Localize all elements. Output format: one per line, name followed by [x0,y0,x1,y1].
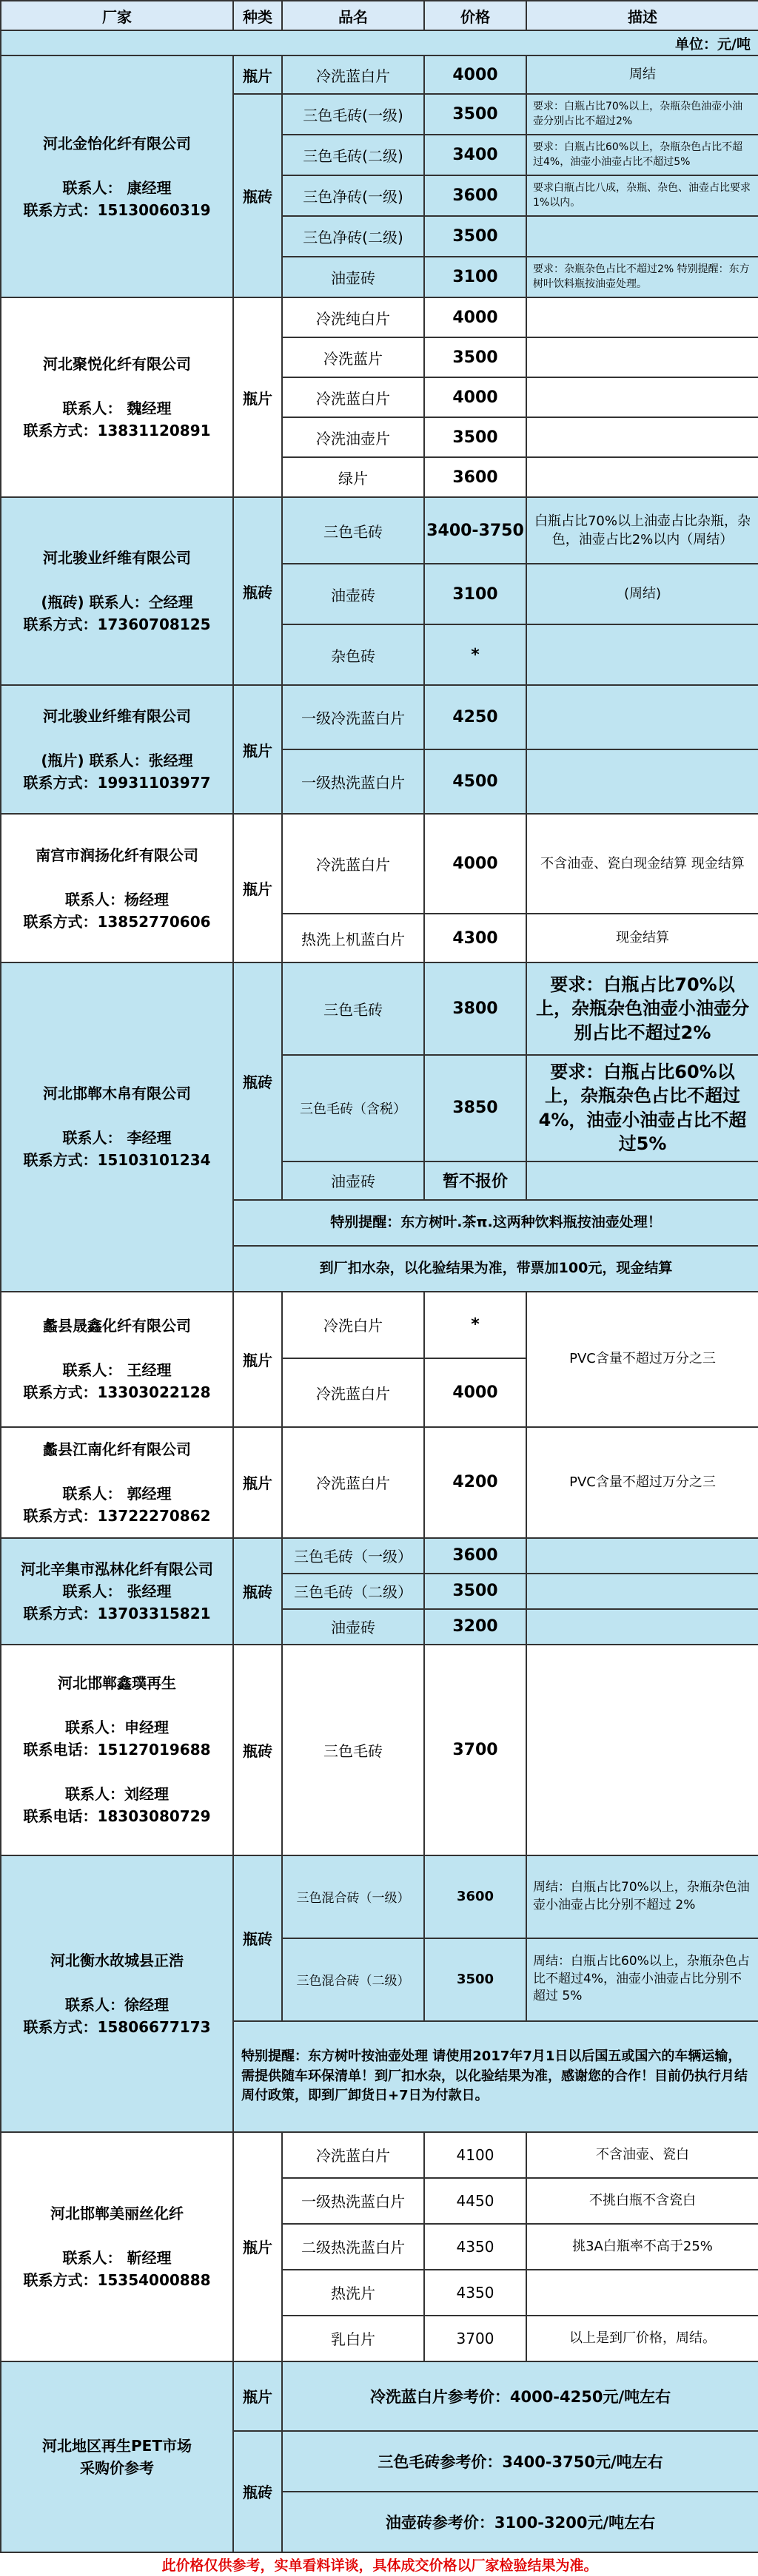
price-value: 4300 [424,914,526,962]
product-name: 三色混合砖（一级） [282,1855,424,1938]
description: 要求：白瓶占比70%以上，杂瓶杂色油壶小油壶分别占比不超过2% [526,962,758,1055]
factory-name: 河北聚悦化纤有限公司 [43,355,191,373]
table-row [1,497,758,564]
reference-price: 三色毛砖参考价：3400-3750元/吨左右 [282,2431,758,2492]
contact-person: 联系人： 郭经理 [62,1484,172,1503]
contact-person: 联系人：刘经理 [65,1785,169,1804]
product-name: 三色毛砖 [282,962,424,1055]
price-value: 4350 [424,2270,526,2316]
contact-person: (瓶片) 联系人：张经理 [41,752,193,769]
factory-name: 南宫市润扬化纤有限公司 [36,846,198,864]
product-name: 一级冷洗蓝白片 [282,685,424,749]
price-value: 4000 [424,377,526,417]
product-name: 油壶砖 [282,564,424,624]
table-row [1,1292,758,1358]
contact-phone: 联系方式：13303022128 [23,1383,211,1402]
price-value: 暂不报价 [424,1161,526,1200]
table-row [1,1645,758,1855]
description: 周结：白瓶占比60%以上，杂瓶杂色占比不超过4%，油壶小油壶占比分别不超过 5% [526,1938,758,2021]
product-name: 油壶砖 [282,1161,424,1200]
price-value: 3500 [424,1938,526,2021]
factory-cell [1,297,233,497]
contact-phone: 联系电话：15127019688 [23,1741,211,1759]
price-value: 4100 [424,2132,526,2178]
contact-phone: 联系方式：13852770606 [23,912,211,931]
product-name: 冷洗蓝白片 [282,377,424,417]
description: (周结) [526,564,758,624]
contact-person: 联系人： 靳经理 [62,2248,172,2267]
header-row [1,1,758,30]
price-value: 3500 [424,216,526,257]
contact-person: 联系人：申经理 [65,1719,169,1737]
description: 要求：白瓶占比70%以上，杂瓶杂色油壶小油壶分别占比不超过2% [526,94,758,135]
price-value: * [424,624,526,685]
kind-cell: 瓶砖 [233,1645,282,1855]
factory-name: 河北辛集市泓林化纤有限公司 [21,1560,213,1578]
price-value: 3700 [424,2316,526,2361]
description [526,457,758,497]
product-name: 一级热洗蓝白片 [282,749,424,814]
description: 不含油壶、瓷白 [526,2132,758,2178]
product-name: 三色混合砖（二级） [282,1938,424,2021]
factory-cell [1,55,233,297]
contact-phone: 联系电话：18303080729 [23,1807,211,1826]
kind-cell: 瓶砖 [233,1538,282,1645]
factory-name: 河北金怡化纤有限公司 [43,134,191,152]
description: 周结 [526,55,758,94]
special-note: 特别提醒：东方树叶.茶π.这两种饮料瓶按油壶处理！ [233,1200,758,1246]
reference-price: 冷洗蓝白片参考价：4000-4250元/吨左右 [282,2361,758,2431]
product-name: 三色毛砖 [282,497,424,564]
kind-cell: 瓶片 [233,814,282,962]
special-note: 特别提醒：东方树叶按油壶处理 请使用2017年7月1日以后国五或国六的车辆运输，需提供随车环保清单！到厂扣水杂，以化验结果为准，感谢您的合作！目前仍执行月结周付政策，即到厂卸货日+7日为付款日。 [233,2021,758,2132]
contact-phone: 联系方式：19931103977 [23,774,211,792]
price-value: 4200 [424,1427,526,1538]
product-name: 三色毛砖(二级) [282,135,424,175]
table-row [1,1538,758,1574]
kind-cell: 瓶片 [233,685,282,814]
contact-person: 联系人： 康经理 [62,178,172,197]
description: 要求白瓶占比八成，杂瓶、杂色、油壶占比要求1%以内。 [526,175,758,216]
description [526,1161,758,1200]
description [526,749,758,814]
price-value: 4350 [424,2224,526,2270]
kind-cell: 瓶片 [233,297,282,497]
description [526,377,758,417]
product-name: 冷洗纯白片 [282,297,424,337]
price-value: 4450 [424,2178,526,2224]
price-value: 3400 [424,135,526,175]
product-name: 冷洗蓝白片 [282,1358,424,1427]
factory-cell [1,497,233,685]
kind-cell: 瓶片 [233,55,282,94]
description: 白瓶占比70%以上油壶占比杂瓶，杂色，油壶占比2%以内（周结） [526,497,758,564]
factory-name: 河北骏业纤维有限公司 [43,549,191,567]
price-value: 4000 [424,55,526,94]
contact-person: 联系人：徐经理 [65,1995,169,2014]
price-value: 3850 [424,1055,526,1161]
description: 要求：白瓶占比60%以上，杂瓶杂色占比不超过4%，油壶小油壶占比不超过5% [526,1055,758,1161]
contact-person: 联系人：杨经理 [65,890,169,908]
table-row [1,1427,758,1538]
price-value: 3100 [424,564,526,624]
price-value: 3600 [424,175,526,216]
kind-cell: 瓶片 [233,1427,282,1538]
price-value: 3500 [424,94,526,135]
description [526,297,758,337]
description: 要求：杂瓶杂色占比不超过2% 特别提醒：东方树叶饮料瓶按油壶处理。 [526,257,758,297]
contact-phone: 联系方式：15103101234 [23,1151,211,1170]
header-desc: 描述 [526,1,758,30]
product-name: 热洗片 [282,2270,424,2316]
description: 以上是到厂价格，周结。 [526,2316,758,2361]
description [526,417,758,457]
table-row [1,814,758,914]
product-name: 冷洗蓝片 [282,337,424,377]
price-value: 3500 [424,337,526,377]
factory-cell [1,1645,233,1855]
table-row [1,2361,758,2431]
price-value: 4000 [424,814,526,914]
description [526,685,758,749]
product-name: 三色毛砖(一级) [282,94,424,135]
product-name: 杂色砖 [282,624,424,685]
product-name: 三色毛砖（含税） [282,1055,424,1161]
header-product: 品名 [282,1,424,30]
price-value: 4500 [424,749,526,814]
table-row [1,962,758,1055]
factory-name: 河北邯郸鑫璞再生 [58,1674,176,1693]
kind-cell: 瓶片 [233,2132,282,2361]
header-kind: 种类 [233,1,282,30]
product-name: 三色净砖(二级) [282,216,424,257]
price-value: 3600 [424,457,526,497]
price-value: 4000 [424,1358,526,1427]
description [526,2270,758,2316]
description: 现金结算 [526,914,758,962]
description [526,1645,758,1855]
factory-cell [1,685,233,814]
kind-cell: 瓶砖 [233,2431,282,2552]
price-value: 3100 [424,257,526,297]
product-name: 乳白片 [282,2316,424,2361]
product-name: 三色毛砖（二级） [282,1574,424,1609]
description [526,216,758,257]
kind-cell: 瓶片 [233,1292,282,1427]
unit-row [1,30,758,55]
contact-person: 联系人： 李经理 [62,1129,172,1147]
price-value: 3600 [424,1538,526,1574]
product-name: 绿片 [282,457,424,497]
table-row [1,1855,758,1938]
factory-cell [1,1427,233,1538]
contact-phone: 联系方式：15130060319 [23,200,211,219]
factory-cell [1,962,233,1292]
product-name: 一级热洗蓝白片 [282,2178,424,2224]
product-name: 三色毛砖（一级） [282,1538,424,1574]
product-name: 冷洗油壶片 [282,417,424,457]
table-row [1,55,758,94]
product-name: 油壶砖 [282,1609,424,1645]
settlement-note: 到厂扣水杂，以化验结果为准，带票加100元，现金结算 [233,1246,758,1292]
factory-cell [1,814,233,962]
description [526,1538,758,1574]
price-value: 3600 [424,1855,526,1938]
factory-name: 蠡县江南化纤有限公司 [43,1440,191,1458]
table-row [1,685,758,749]
footer-row [1,2552,758,2576]
kind-cell: 瓶片 [233,2361,282,2431]
contact-phone: 联系方式：13831120891 [23,422,211,439]
description [526,624,758,685]
price-value: 3700 [424,1645,526,1855]
contact-person: 联系人： 王经理 [62,1361,172,1380]
product-name: 冷洗蓝白片 [282,2132,424,2178]
product-name: 冷洗蓝白片 [282,55,424,94]
product-name: 二级热洗蓝白片 [282,2224,424,2270]
contact-phone: 联系方式：13722270862 [23,1506,211,1525]
contact-person: (瓶砖) 联系人：仝经理 [41,593,193,611]
price-value: 4250 [424,685,526,749]
price-value: 3800 [424,962,526,1055]
table-row [1,297,758,337]
price-value: 3500 [424,417,526,457]
disclaimer: 此价格仅供参考，实单看料详谈，具体成交价格以厂家检验结果为准。 [1,2552,758,2576]
product-name: 油壶砖 [282,257,424,297]
contact-person: 联系人： 张经理 [62,1582,172,1600]
reference-price: 油壶砖参考价：3100-3200元/吨左右 [282,2492,758,2552]
factory-cell [1,2361,233,2552]
factory-name: 河北邯郸木帛有限公司 [43,1085,191,1103]
kind-cell: 瓶砖 [233,497,282,685]
description: 要求：白瓶占比60%以上，杂瓶杂色占比不超过4%，油壶小油壶占比不超过5% [526,135,758,175]
factory-cell [1,1292,233,1427]
contact-phone: 联系方式：15354000888 [23,2270,211,2289]
product-name: 三色净砖(一级) [282,175,424,216]
description: PVC含量不超过万分之三 [526,1292,758,1427]
description: 不含油壶、瓷白现金结算 现金结算 [526,814,758,914]
price-value: 3400-3750 [424,497,526,564]
contact-phone: 联系方式：17360708125 [23,616,211,633]
product-name: 冷洗蓝白片 [282,814,424,914]
table-row [1,2132,758,2178]
contact-phone: 联系方式：13703315821 [23,1604,211,1622]
description: 周结：白瓶占比70%以上，杂瓶杂色油壶小油壶占比分别不超过 2% [526,1855,758,1938]
factory-name: 河北衡水故城县正浩 [50,1951,184,1969]
factory-name: 蠡县晟鑫化纤有限公司 [43,1317,191,1335]
region-subtitle: 采购价参考 [80,2458,154,2477]
region-title: 河北地区再生PET市场 [42,2436,192,2455]
factory-cell [1,1538,233,1645]
header-price: 价格 [424,1,526,30]
kind-cell: 瓶砖 [233,94,282,297]
price-value: 3500 [424,1574,526,1609]
factory-cell [1,1855,233,2132]
description: 挑3A白瓶率不高于25% [526,2224,758,2270]
product-name: 三色毛砖 [282,1645,424,1855]
contact-person: 联系人： 魏经理 [62,399,172,417]
description [526,1574,758,1609]
unit-label: 单位：元/吨 [1,30,758,55]
description [526,1609,758,1645]
price-value: 4000 [424,297,526,337]
factory-name: 河北骏业纤维有限公司 [43,707,191,725]
product-name: 冷洗白片 [282,1292,424,1358]
kind-cell: 瓶砖 [233,962,282,1200]
kind-cell: 瓶砖 [233,1855,282,2021]
price-value: * [424,1292,526,1358]
description: PVC含量不超过万分之三 [526,1427,758,1538]
factory-name: 河北邯郸美丽丝化纤 [50,2204,184,2222]
factory-cell [1,2132,233,2361]
product-name: 冷洗蓝白片 [282,1427,424,1538]
description [526,337,758,377]
description: 不挑白瓶不含瓷白 [526,2178,758,2224]
price-value: 3200 [424,1609,526,1645]
product-name: 热洗上机蓝白片 [282,914,424,962]
header-factory: 厂家 [1,1,233,30]
contact-phone: 联系方式：15806677173 [23,2017,211,2036]
